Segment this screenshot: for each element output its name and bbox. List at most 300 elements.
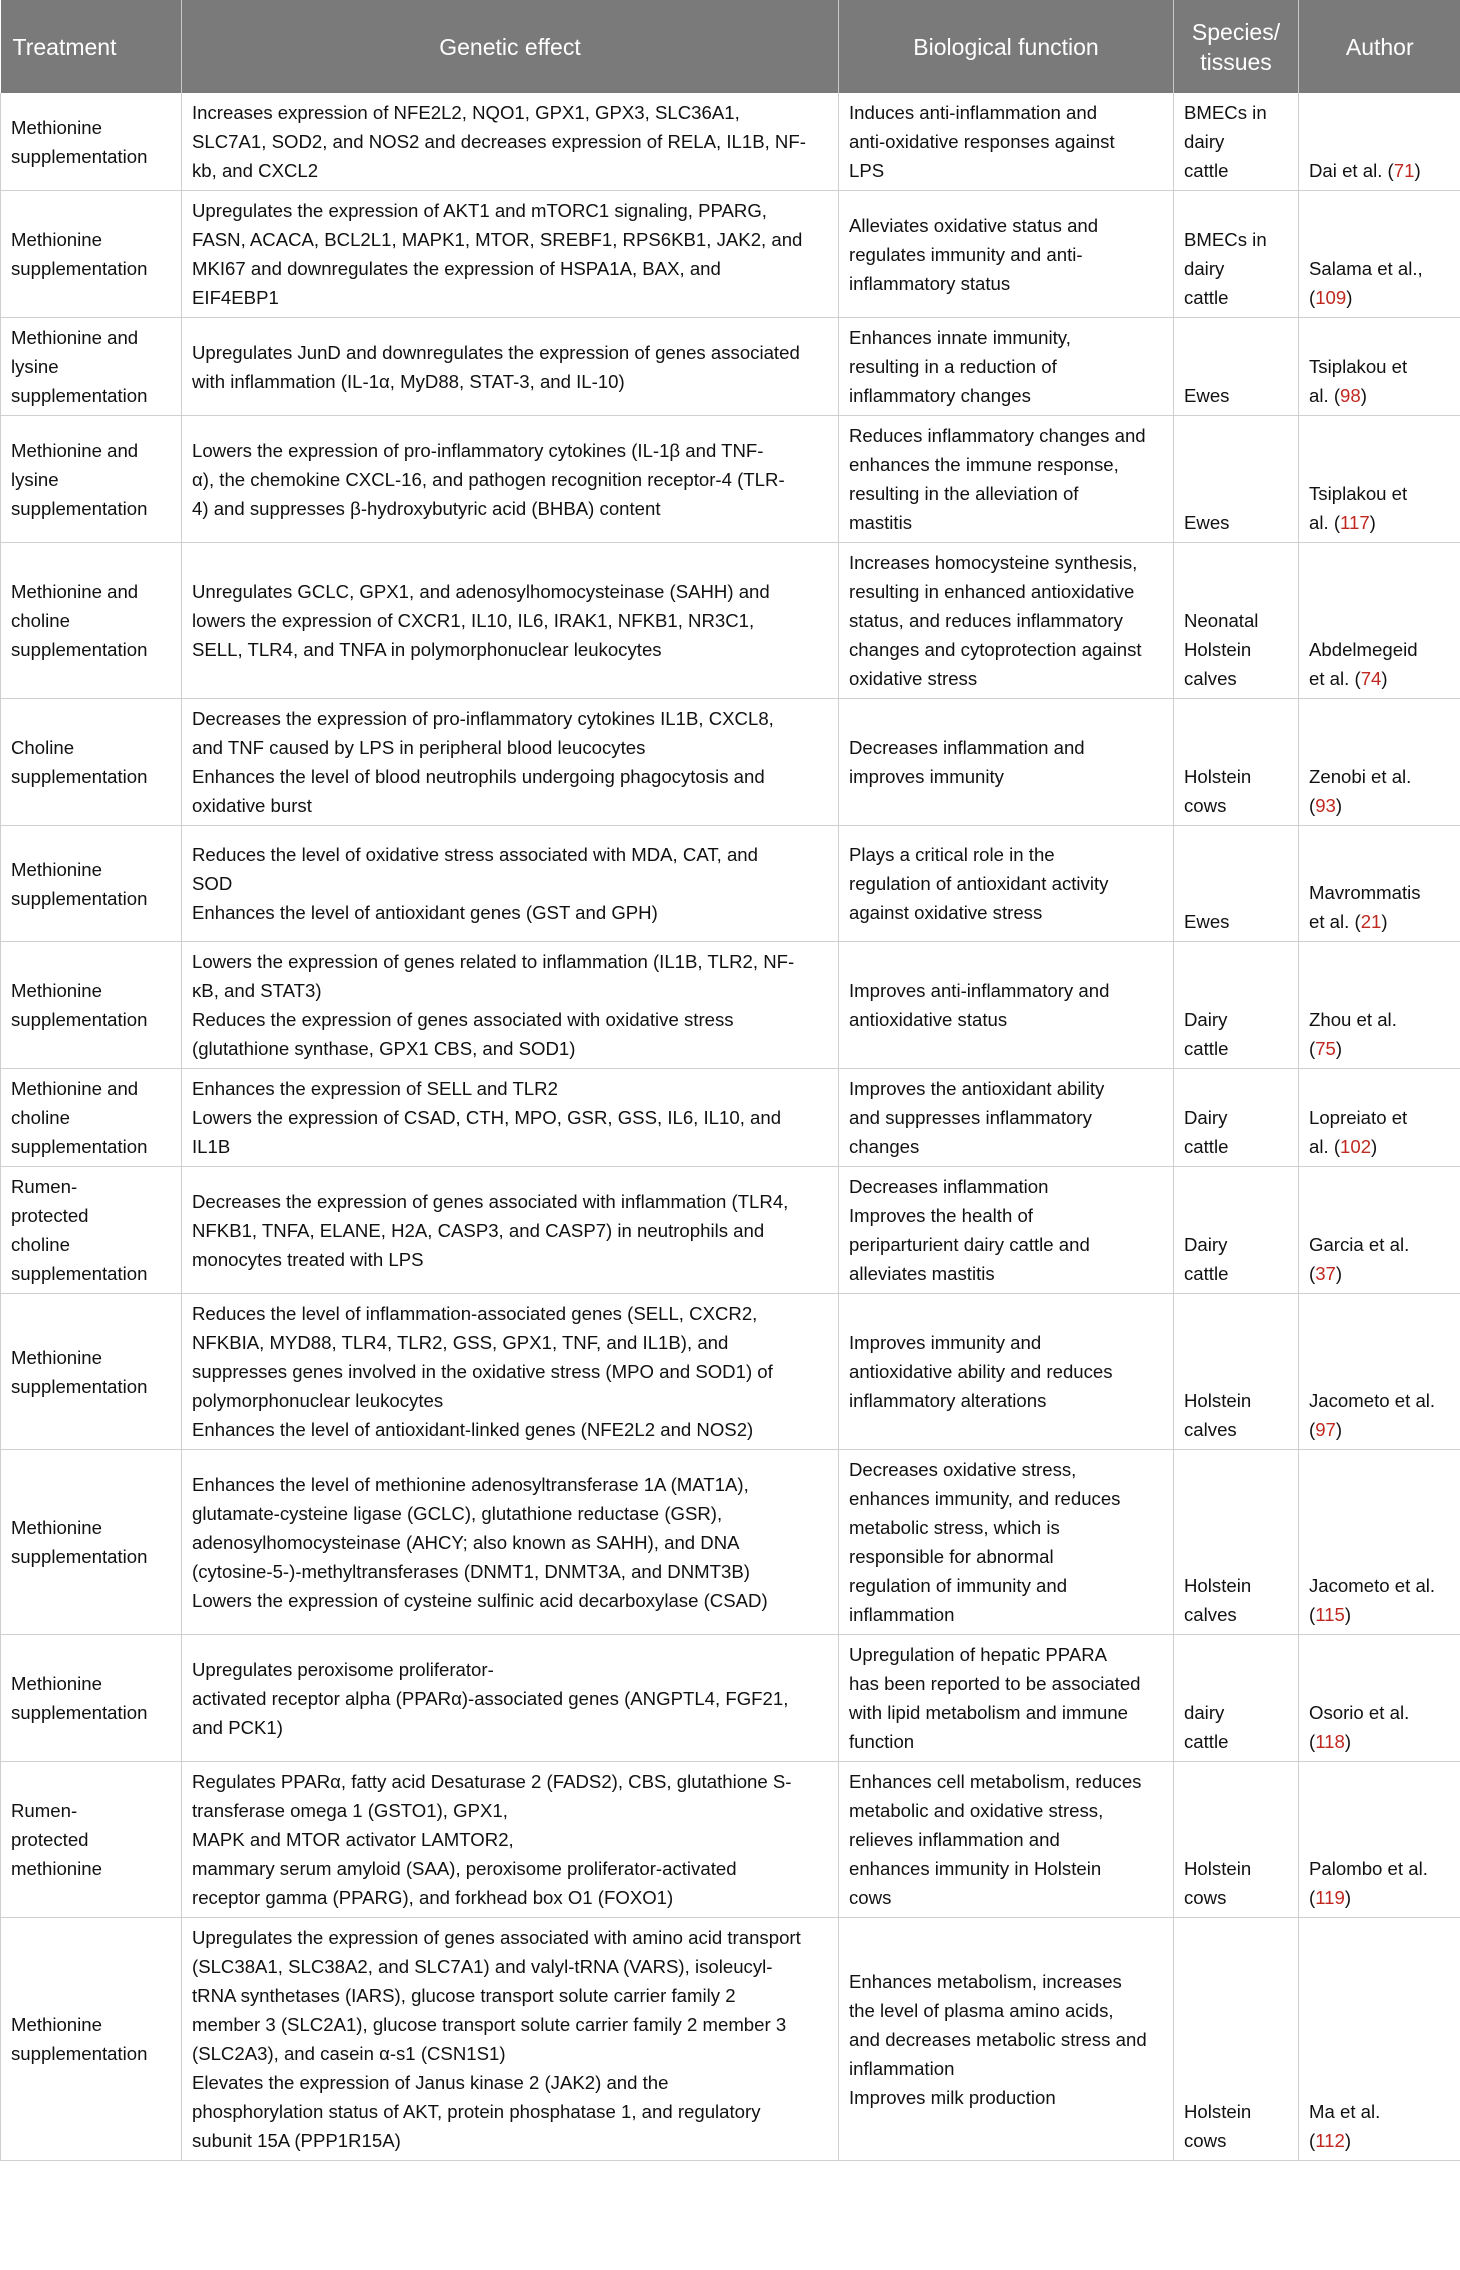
cell-line: cattle: [1184, 1731, 1229, 1752]
ref-open-paren: (: [1309, 2130, 1316, 2151]
cell-line: (SLC2A3), and casein α-s1 (CSN1S1): [192, 2043, 506, 2064]
table-row: [1, 543, 1460, 699]
cell-line: Methionine and: [11, 581, 139, 602]
cell-line: Enhances the expression of SELL and TLR2: [192, 1078, 558, 1099]
cell-line: Methionine: [11, 116, 102, 138]
cell-line: resulting in a reduction of: [849, 356, 1057, 377]
cell-line: κB, and STAT3): [192, 980, 322, 1001]
cell-line: Lowers the expression of CSAD, CTH, MPO, GSR, GSS, IL6, IL10, and: [192, 1107, 782, 1128]
cell-biological-function: [839, 543, 1174, 699]
cell-line: MKI67 and downregulates the expression of HSPA1A, BAX, and: [192, 258, 721, 279]
cell-line: Jacometo et al.: [1309, 1390, 1436, 1411]
table-row: [1, 942, 1460, 1069]
cell-line: inflammatory changes: [849, 385, 1031, 406]
cell-line: Methionine: [11, 229, 102, 250]
cell-line: dairy: [1184, 131, 1225, 152]
cell-biological-function: [839, 699, 1174, 826]
cell-line: adenosylhomocysteinase (AHCY; also known as SAHH), and DNA: [192, 1531, 740, 1553]
cell-species-tissues: [1174, 826, 1299, 942]
cell-line: calves: [1184, 668, 1237, 689]
cell-biological-function: [839, 1635, 1174, 1762]
cell-line: Mavrommatis: [1309, 882, 1421, 903]
cell-line: inflammation: [849, 2057, 955, 2079]
cell-author: [1299, 1762, 1460, 1918]
cell-line: Methionine: [11, 1673, 102, 1694]
cell-line: SOD: [192, 873, 233, 894]
cell-line: Reduces the expression of genes associated with oxidative stress: [192, 1009, 734, 1030]
table-row: [1, 1294, 1460, 1450]
ref-close-paren: ): [1344, 1731, 1352, 1752]
cell-line: (cytosine-5-)-methyltransferases (DNMT1, DNMT3A, and DNMT3B): [192, 1560, 750, 1582]
cell-line: Plays a critical role in the: [849, 844, 1055, 865]
cell-line: Decreases inflammation: [849, 1176, 1049, 1197]
cell-line: Enhances cell metabolism, reduces: [849, 1771, 1142, 1792]
table-row: [1, 93, 1460, 191]
cell-line: Holstein: [1184, 1858, 1252, 1879]
reference-citation: [1309, 1263, 1342, 1284]
cell-line: calves: [1184, 1604, 1237, 1625]
cell-genetic-effect: [182, 1167, 839, 1294]
cell-biological-function: [839, 1450, 1174, 1635]
cell-author: [1299, 1635, 1460, 1762]
ref-close-paren: ): [1335, 1263, 1343, 1284]
table-row: [1, 318, 1460, 416]
reference-citation: [1309, 1038, 1342, 1059]
cell-line: enhances immunity in Holstein: [849, 1858, 1102, 1879]
table-row: [1, 1635, 1460, 1762]
ref-close-paren: ): [1344, 1604, 1352, 1625]
ref-open-paren: (: [1309, 1038, 1316, 1059]
col-header-author: Author: [1299, 0, 1460, 93]
cell-line: et al.: [1309, 911, 1355, 932]
reference-citation: [1309, 795, 1342, 816]
cell-species-tissues: [1174, 93, 1299, 191]
cell-treatment: [1, 1762, 182, 1918]
ref-close-paren: ): [1371, 1136, 1378, 1157]
cell-author: [1299, 699, 1460, 826]
cell-line: Lowers the expression of genes related to inflammation (IL1B, TLR2, NF-: [192, 951, 795, 972]
cell-line: lysine: [11, 356, 59, 377]
cell-line: Upregulates the expression of genes associated with amino acid transport: [192, 1927, 801, 1948]
cell-line: Reduces the level of oxidative stress associated with MDA, CAT, and: [192, 844, 758, 865]
cell-line: al.: [1309, 385, 1334, 406]
cell-author: [1299, 191, 1460, 318]
cell-line: cattle: [1184, 160, 1229, 181]
cell-line: Induces anti-inflammation and: [849, 102, 1098, 123]
table-row: [1, 1069, 1460, 1167]
cell-species-tissues: [1174, 1294, 1299, 1450]
reference-citation: [1309, 1887, 1351, 1908]
cell-line: al.: [1309, 1136, 1334, 1157]
reference-citation: [1354, 911, 1387, 932]
cell-line: changes and cytoprotection against: [849, 639, 1142, 660]
cell-line: 4) and suppresses β-hydroxybutyric acid (BHBA) content: [192, 497, 661, 519]
reference-link[interactable]: 109: [1315, 287, 1347, 308]
reference-link[interactable]: 97: [1315, 1419, 1336, 1440]
cell-line: Methionine and: [11, 327, 139, 348]
cell-genetic-effect: [182, 1762, 839, 1918]
ref-close-paren: ): [1381, 668, 1388, 689]
cell-line: Tsiplakou et: [1309, 483, 1408, 504]
ref-open-paren: (: [1333, 512, 1341, 533]
cell-genetic-effect: [182, 699, 839, 826]
cell-line: Holstein: [1184, 766, 1252, 787]
cell-line: Unregulates GCLC, GPX1, and adenosylhomocysteinase (SAHH) and: [192, 581, 770, 602]
cell-line: Tsiplakou et: [1309, 356, 1408, 377]
cell-line: (glutathione synthase, GPX1 CBS, and SOD1): [192, 1038, 576, 1059]
cell-line: improves immunity: [849, 766, 1004, 787]
cell-species-tissues: [1174, 416, 1299, 543]
cell-line: supplementation: [11, 385, 148, 406]
table-body: [1, 93, 1460, 2161]
cell-line: Enhances metabolism, increases: [849, 1970, 1122, 1992]
cell-line: Methionine: [11, 1346, 102, 1368]
cell-author: [1299, 1167, 1460, 1294]
cell-line: Enhances the level of blood neutrophils undergoing phagocytosis and: [192, 766, 765, 787]
cell-author: [1299, 416, 1460, 543]
cell-line: cattle: [1184, 1136, 1229, 1157]
cell-author: [1299, 93, 1460, 191]
cell-line: supplementation: [11, 497, 148, 519]
cell-line: choline: [11, 1234, 70, 1255]
cell-line: Methionine and: [11, 439, 139, 461]
cell-species-tissues: [1174, 1918, 1299, 2161]
cell-treatment: [1, 318, 182, 416]
cell-line: Zhou et al.: [1309, 1009, 1397, 1030]
cell-line: IL1B: [192, 1136, 231, 1157]
ref-open-paren: (: [1333, 1136, 1341, 1157]
cell-line: Dairy: [1184, 1107, 1228, 1128]
cell-author: [1299, 318, 1460, 416]
cell-line: lysine: [11, 468, 59, 490]
cell-line: oxidative stress: [849, 668, 978, 689]
cell-line: Ewes: [1184, 911, 1230, 932]
ref-open-paren: (: [1309, 287, 1316, 308]
cell-author: [1299, 1294, 1460, 1450]
cell-author: [1299, 826, 1460, 942]
cell-line: supplementation: [11, 887, 148, 909]
cell-line: kb, and CXCL2: [192, 160, 319, 181]
cell-line: Neonatal: [1184, 610, 1259, 631]
cell-genetic-effect: [182, 1918, 839, 2161]
reference-link[interactable]: 119: [1315, 1887, 1345, 1908]
cell-line: Decreases oxidative stress,: [849, 1459, 1077, 1480]
cell-line: Decreases inflammation and: [849, 737, 1085, 758]
cell-line: NFKBIA, MYD88, TLR4, TLR2, GSS, GPX1, TNF, and IL1B), and: [192, 1332, 729, 1353]
cell-line: SELL, TLR4, and TNFA in polymorphonuclear leukocytes: [192, 639, 662, 660]
cell-line: lowers the expression of CXCR1, IL10, IL6, IRAK1, NFKB1, NR3C1,: [192, 610, 755, 631]
cell-line: Increases expression of NFE2L2, NQO1, GPX1, GPX3, SLC36A1,: [192, 102, 740, 123]
cell-line: cattle: [1184, 1263, 1229, 1284]
ref-close-paren: ): [1414, 160, 1421, 181]
ref-close-paren: ): [1335, 1038, 1343, 1059]
col-header-genetic-effect: Genetic effect: [182, 0, 839, 93]
reference-link[interactable]: 71: [1393, 160, 1415, 181]
cell-line: Lowers the expression of pro-inflammatory cytokines (IL-1β and TNF-: [192, 439, 764, 461]
cell-line: protected: [11, 1829, 89, 1850]
reference-link[interactable]: 21: [1360, 911, 1382, 932]
cell-line: Increases homocysteine synthesis,: [849, 552, 1138, 573]
ref-close-paren: ): [1344, 2130, 1352, 2151]
cell-line: choline: [11, 610, 70, 631]
cell-line: glutamate-cysteine ligase (GCLC), glutathione reductase (GSR),: [192, 1502, 723, 1524]
cell-line: activated receptor alpha (PPARα)-associated genes (ANGPTL4, FGF21,: [192, 1687, 789, 1709]
ref-open-paren: (: [1309, 795, 1316, 816]
cell-line: Ewes: [1184, 385, 1230, 406]
cell-line: dairy: [1184, 1702, 1225, 1723]
cell-biological-function: [839, 416, 1174, 543]
cell-line: changes: [849, 1136, 920, 1157]
reference-link[interactable]: 98: [1340, 385, 1361, 406]
cell-treatment: [1, 826, 182, 942]
cell-line: metabolic stress, which is: [849, 1517, 1060, 1538]
cell-line: Upregulates the expression of AKT1 and mTORC1 signaling, PPARG,: [192, 200, 767, 221]
reference-citation: [1309, 1731, 1351, 1752]
cell-line: status, and reduces inflammatory: [849, 610, 1123, 631]
cell-genetic-effect: [182, 1450, 839, 1635]
cell-line: and TNF caused by LPS in peripheral blood leucocytes: [192, 737, 646, 758]
cell-line: and decreases metabolic stress and: [849, 2028, 1147, 2050]
cell-line: phosphorylation status of AKT, protein phosphatase 1, and regulatory: [192, 2101, 761, 2122]
reference-citation: [1309, 1419, 1342, 1440]
cell-line: Improves milk production: [849, 2086, 1056, 2108]
cell-line: Improves the health of: [849, 1205, 1033, 1226]
ref-open-paren: (: [1309, 1604, 1316, 1625]
cell-line: regulation of antioxidant activity: [849, 873, 1109, 894]
cell-line: Holstein: [1184, 1575, 1252, 1596]
cell-line: resulting in enhanced antioxidative: [849, 581, 1135, 602]
cell-treatment: [1, 416, 182, 543]
cell-line: Upregulates peroxisome proliferator-: [192, 1658, 494, 1680]
cell-line: receptor gamma (PPARG), and forkhead box O1 (FOXO1): [192, 1887, 674, 1908]
cell-species-tissues: [1174, 1762, 1299, 1918]
cell-line: dairy: [1184, 258, 1225, 279]
cell-line: Enhances the level of methionine adenosyltransferase 1A (MAT1A),: [192, 1473, 749, 1495]
cell-line: monocytes treated with LPS: [192, 1248, 424, 1270]
reference-link[interactable]: 112: [1315, 2130, 1345, 2151]
cell-line: cows: [849, 1887, 892, 1908]
cell-line: Methionine and: [11, 1078, 139, 1099]
cell-line: supplementation: [11, 2043, 148, 2064]
cell-treatment: [1, 942, 182, 1069]
cell-line: cattle: [1184, 287, 1229, 308]
cell-line: Palombo et al.: [1309, 1858, 1428, 1879]
cell-line: and PCK1): [192, 1716, 283, 1738]
cell-biological-function: [839, 93, 1174, 191]
cell-line: Elevates the expression of Janus kinase 2 (JAK2) and the: [192, 2072, 669, 2093]
cell-line: relieves inflammation and: [849, 1829, 1060, 1850]
cell-line: NFKB1, TNFA, ELANE, H2A, CASP3, and CASP7) in neutrophils and: [192, 1219, 765, 1241]
ref-open-paren: (: [1309, 1887, 1316, 1908]
cell-biological-function: [839, 1762, 1174, 1918]
cell-line: resulting in the alleviation of: [849, 483, 1079, 504]
cell-line: subunit 15A (PPP1R15A): [192, 2130, 401, 2151]
cell-genetic-effect: [182, 942, 839, 1069]
cell-line: Ewes: [1184, 512, 1230, 533]
cell-line: Enhances the level of antioxidant genes (GST and GPH): [192, 902, 658, 923]
col-header-species-tissues: Species/ tissues: [1174, 0, 1299, 93]
cell-biological-function: [839, 1167, 1174, 1294]
ref-open-paren: (: [1387, 160, 1394, 181]
cell-line: Methionine: [11, 858, 102, 880]
cell-line: Methionine: [11, 980, 102, 1001]
cell-author: [1299, 543, 1460, 699]
cell-treatment: [1, 1635, 182, 1762]
cell-line: has been reported to be associated: [849, 1673, 1141, 1694]
reference-citation: [1309, 1604, 1351, 1625]
cell-line: methionine: [11, 1858, 102, 1879]
cell-species-tissues: [1174, 1069, 1299, 1167]
cell-line: Alleviates oxidative status and: [849, 214, 1099, 236]
cell-line: antioxidative status: [849, 1009, 1008, 1030]
cell-line: supplementation: [11, 258, 148, 279]
cell-line: Upregulates JunD and downregulates the expression of genes associated: [192, 341, 800, 363]
reference-link[interactable]: 37: [1315, 1263, 1336, 1284]
table-row: [1, 826, 1460, 942]
ref-open-paren: (: [1309, 1263, 1316, 1284]
cell-line: transferase omega 1 (GSTO1), GPX1,: [192, 1800, 508, 1821]
cell-line: (SLC38A1, SLC38A2, and SLC7A1) and valyl-tRNA (VARS), isoleucyl-: [192, 1956, 773, 1977]
reference-link[interactable]: 115: [1315, 1604, 1345, 1625]
reference-citation: [1388, 160, 1421, 181]
reference-link[interactable]: 117: [1340, 512, 1370, 533]
cell-species-tissues: [1174, 1635, 1299, 1762]
cell-line: α), the chemokine CXCL-16, and pathogen recognition receptor-4 (TLR-: [192, 468, 785, 490]
cell-genetic-effect: [182, 191, 839, 318]
table-row: [1, 1918, 1460, 2161]
cell-treatment: [1, 543, 182, 699]
cell-biological-function: [839, 826, 1174, 942]
cell-line: Choline: [11, 737, 75, 758]
ref-close-paren: ): [1344, 1887, 1352, 1908]
cell-treatment: [1, 191, 182, 318]
cell-line: BMECs in: [1184, 102, 1267, 123]
cell-line: alleviates mastitis: [849, 1263, 995, 1284]
cell-line: et al.: [1309, 668, 1355, 689]
cell-line: Decreases the expression of genes associated with inflammation (TLR4,: [192, 1190, 789, 1212]
cell-biological-function: [839, 1918, 1174, 2161]
cell-treatment: [1, 699, 182, 826]
cell-line: Lopreiato et: [1309, 1107, 1408, 1128]
cell-treatment: [1, 1069, 182, 1167]
cell-genetic-effect: [182, 318, 839, 416]
reference-link[interactable]: 118: [1315, 1731, 1345, 1752]
cell-line: Garcia et al.: [1309, 1234, 1410, 1255]
cell-line: Decreases the expression of pro-inflammatory cytokines IL1B, CXCL8,: [192, 708, 774, 729]
cell-line: Enhances the level of antioxidant-linked genes (NFE2L2 and NOS2): [192, 1419, 754, 1440]
ref-close-paren: ): [1335, 1419, 1343, 1440]
reference-citation: [1309, 2130, 1351, 2151]
cell-line: with lipid metabolism and immune: [849, 1702, 1129, 1723]
cell-line: enhances immunity, and reduces: [849, 1488, 1121, 1509]
ref-close-paren: ): [1360, 385, 1367, 406]
cell-line: regulation of immunity and: [849, 1575, 1068, 1596]
cell-line: cows: [1184, 2130, 1227, 2151]
cell-line: supplementation: [11, 145, 148, 167]
ref-close-paren: ): [1369, 512, 1376, 533]
reference-link[interactable]: 74: [1360, 668, 1382, 689]
table-row: [1, 1450, 1460, 1635]
cell-line: LPS: [849, 160, 885, 181]
cell-line: mammary serum amyloid (SAA), peroxisome proliferator-activated: [192, 1858, 737, 1879]
cell-line: calves: [1184, 1419, 1237, 1440]
cell-author: [1299, 1069, 1460, 1167]
cell-biological-function: [839, 1294, 1174, 1450]
cell-species-tissues: [1174, 1450, 1299, 1635]
cell-treatment: [1, 1450, 182, 1635]
cell-line: FASN, ACACA, BCL2L1, MAPK1, MTOR, SREBF1, RPS6KB1, JAK2, and: [192, 229, 803, 250]
ref-open-paren: (: [1309, 1731, 1316, 1752]
cell-line: supplementation: [11, 639, 148, 660]
cell-line: EIF4EBP1: [192, 287, 279, 308]
cell-line: Ma et al.: [1309, 2101, 1381, 2122]
cell-line: cows: [1184, 1887, 1227, 1908]
cell-line: choline: [11, 1107, 70, 1128]
cell-line: supplementation: [11, 1136, 148, 1157]
ref-close-paren: ): [1346, 287, 1353, 308]
cell-genetic-effect: [182, 416, 839, 543]
cell-line: inflammatory status: [849, 272, 1011, 294]
cell-line: Methionine: [11, 1517, 102, 1538]
table-row: [1, 699, 1460, 826]
cell-biological-function: [839, 1069, 1174, 1167]
cell-treatment: [1, 93, 182, 191]
table-header: [1, 0, 1460, 93]
col-header-treatment: Treatment: [1, 0, 182, 93]
reference-link[interactable]: 93: [1315, 795, 1336, 816]
ref-open-paren: (: [1333, 385, 1341, 406]
cell-line: supplementation: [11, 1375, 148, 1397]
cell-genetic-effect: [182, 543, 839, 699]
cell-line: inflammatory alterations: [849, 1390, 1047, 1411]
cell-line: oxidative burst: [192, 795, 312, 816]
cell-line: anti-oxidative responses against: [849, 131, 1115, 152]
cell-line: metabolic and oxidative stress,: [849, 1800, 1104, 1821]
cell-line: Dairy: [1184, 1009, 1228, 1030]
cell-treatment: [1, 1294, 182, 1450]
cell-genetic-effect: [182, 1635, 839, 1762]
cell-line: supplementation: [11, 1263, 148, 1284]
cell-line: Reduces inflammatory changes and: [849, 425, 1146, 446]
cell-line: enhances the immune response,: [849, 454, 1119, 475]
ref-close-paren: ): [1335, 795, 1343, 816]
cell-line: tRNA synthetases (IARS), glucose transport solute carrier family 2: [192, 1985, 736, 2006]
cell-line: Holstein: [1184, 639, 1252, 660]
table-row: [1, 191, 1460, 318]
cell-line: Rumen-: [11, 1176, 78, 1197]
cell-treatment: [1, 1167, 182, 1294]
ref-open-paren: (: [1354, 668, 1361, 689]
reference-link[interactable]: 75: [1315, 1038, 1336, 1059]
cell-species-tissues: [1174, 543, 1299, 699]
reference-link[interactable]: 102: [1340, 1136, 1372, 1157]
cell-line: MAPK and MTOR activator LAMTOR2,: [192, 1829, 514, 1850]
cell-species-tissues: [1174, 942, 1299, 1069]
cell-biological-function: [839, 318, 1174, 416]
cell-line: Methionine: [11, 2014, 102, 2035]
cell-author: [1299, 1450, 1460, 1635]
cell-line: Improves the antioxidant ability: [849, 1078, 1105, 1099]
table-row: [1, 416, 1460, 543]
reference-citation: [1334, 1136, 1377, 1157]
reference-citation: [1334, 385, 1367, 406]
cell-line: Dai et al.: [1309, 160, 1388, 181]
cell-author: [1299, 1918, 1460, 2161]
reference-citation: [1354, 668, 1387, 689]
cell-line: Zenobi et al.: [1309, 766, 1412, 787]
cell-line: supplementation: [11, 766, 148, 787]
cell-line: supplementation: [11, 1009, 148, 1030]
